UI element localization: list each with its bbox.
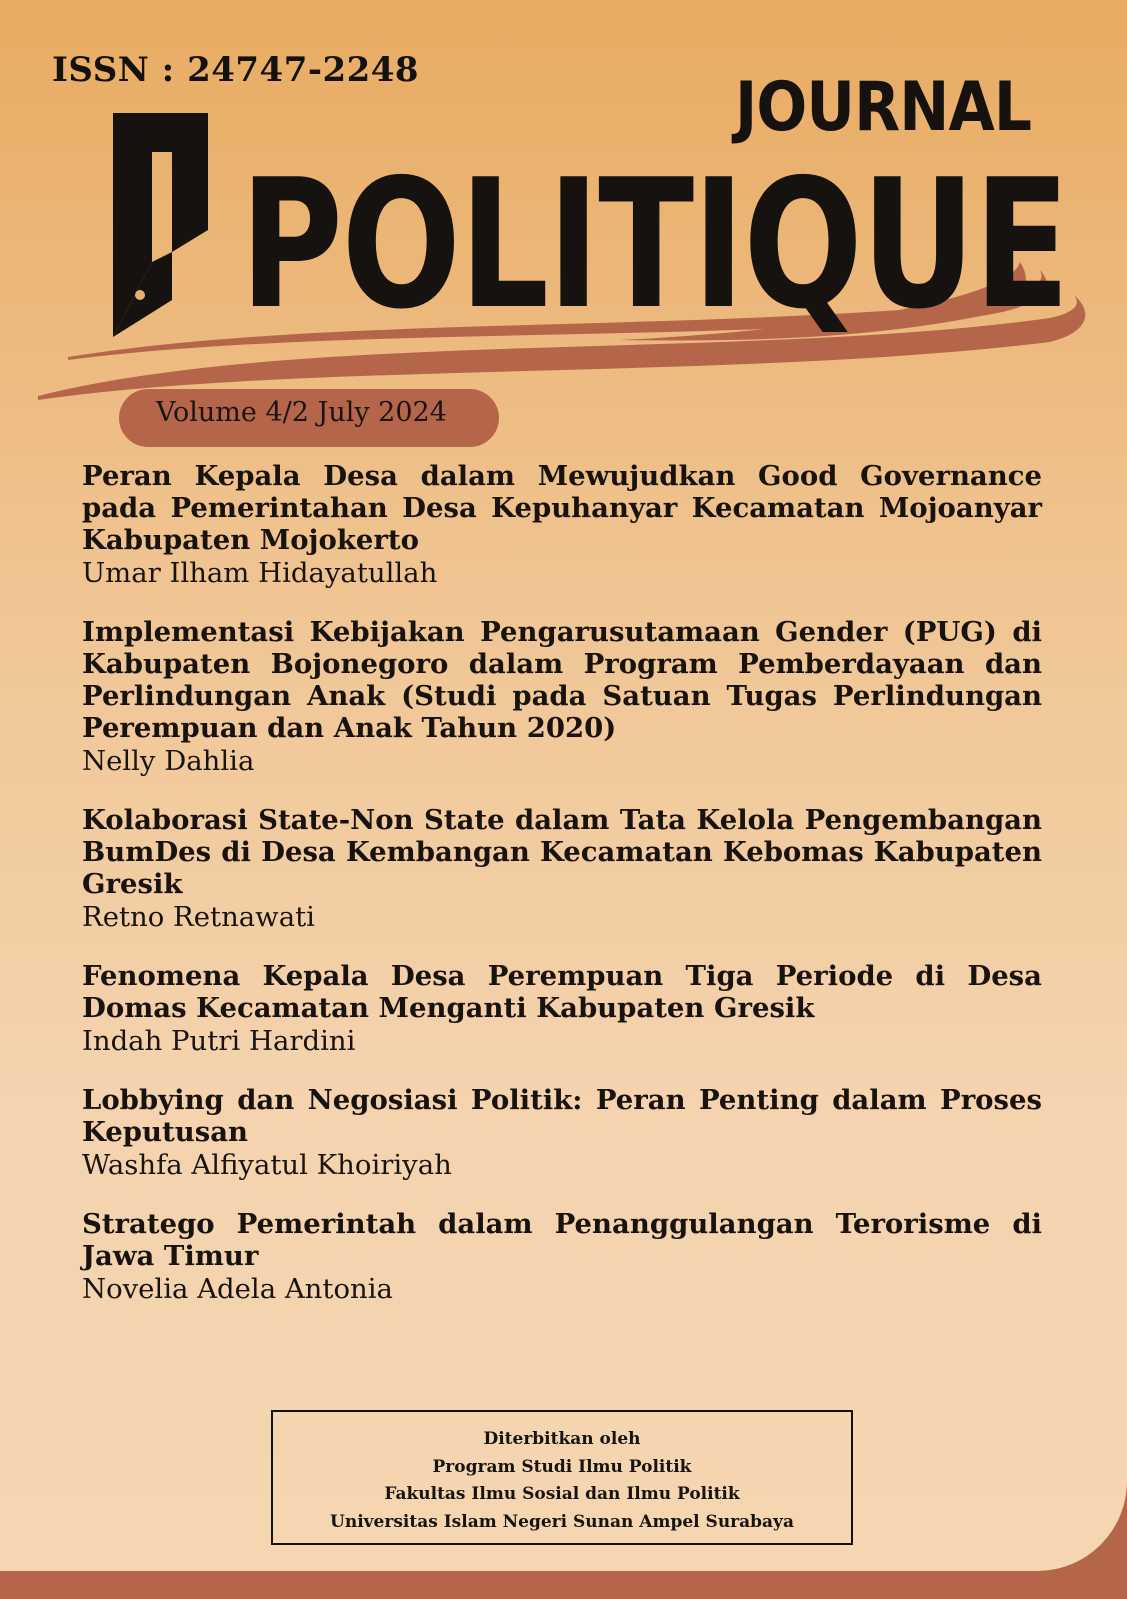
article-item [82,460,1042,590]
issn-number: ISSN : 24747-2248 [52,50,420,90]
publisher-box [271,1410,853,1545]
article-author: Indah Putri Hardini [82,1025,356,1057]
article-author: Retno Retnawati [82,901,315,933]
publisher-line: Universitas Islam Negeri Sunan Ampel Surabaya [330,1511,794,1532]
volume-label: Volume 4/2 July 2024 [156,397,447,428]
article-title: Lobbying dan Negosiasi Politik: Peran Penting dalam Proses Keputusan [82,1084,1042,1148]
article-author: Washfa Alfiyatul Khoiriyah [82,1149,452,1181]
article-title: Fenomena Kepala Desa Perempuan Tiga Periode di Desa Domas Kecamatan Menganti Kabupaten Gresik [82,960,1042,1024]
publisher-line: Program Studi Ilmu Politik [432,1456,692,1477]
article-author: Nelly Dahlia [82,745,255,777]
journal-title: POLITIQUE [240,141,1069,348]
publisher-line: Fakultas Ilmu Sosial dan Ilmu Politik [384,1484,740,1504]
article-title: Implementasi Kebijakan Pengarusutamaan Gender (PUG) di Kabupaten Bojonegoro dalam Program Pemberdayaan dan Perlindungan Anak (Studi pada Satuan Tugas Perlindungan Perempuan dan Anak Tahun 2020) [82,616,1042,744]
article-author: Novelia Adela Antonia [82,1273,393,1305]
article-item [82,1208,1042,1306]
article-title: Stratego Pemerintah dalam Penanggulangan Terorisme di Jawa Timur [82,1208,1042,1272]
article-item [82,804,1042,934]
pen-nib-logo-icon [113,113,208,337]
article-title: Kolaborasi State-Non State dalam Tata Kelola Pengembangan BumDes di Desa Kembangan Kecamatan Kebomas Kabupaten Gresik [82,804,1042,900]
article-list [82,460,1042,1332]
article-item [82,616,1042,778]
article-title: Peran Kepala Desa dalam Mewujudkan Good Governance pada Pemerintahan Desa Kepuhanyar Kecamatan Mojoanyar Kabupaten Mojokerto [82,460,1042,556]
journal-label: JOURNAL [735,68,1032,147]
article-item [82,960,1042,1058]
article-author: Umar Ilham Hidayatullah [82,557,438,589]
article-item [82,1084,1042,1182]
publisher-line: Diterbitkan oleh [483,1429,641,1449]
